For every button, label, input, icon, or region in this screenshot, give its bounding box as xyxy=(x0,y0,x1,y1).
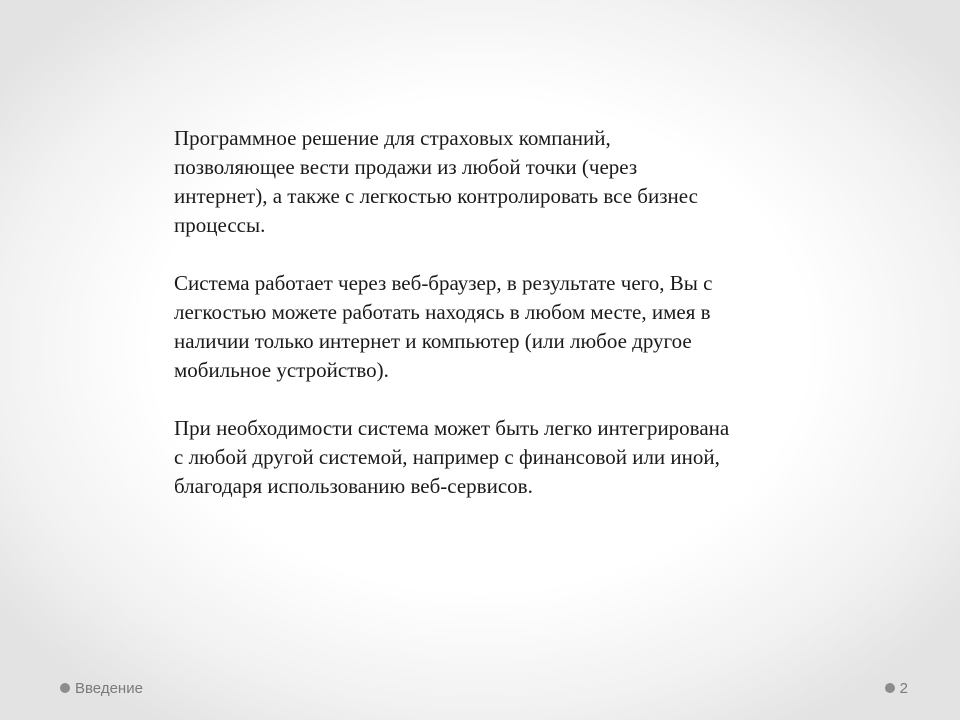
page-number: 2 xyxy=(899,679,908,697)
bullet-dot-icon xyxy=(885,683,895,693)
footer-page xyxy=(885,677,908,699)
footer-section-label: Введение xyxy=(75,679,143,697)
slide-body-text xyxy=(174,124,914,530)
paragraph-browser: Система работает через веб-браузер, в результате чего, Вы с легкостью можете работать находясь в любом месте, имея в наличии только интернет и компьютер (или любое другое мобильное устройство). xyxy=(174,271,713,382)
footer-section xyxy=(60,677,143,699)
paragraph-intro: Программное решение для страховых компаний, позволяющее вести продажи из любой точки (через интернет), а также с легкостью контролировать все бизнес процессы. xyxy=(174,126,698,237)
paragraph-integration: При необходимости система может быть легко интегрирована с любой другой системой, например с финансовой или иной, благодаря использованию веб-сервисов. xyxy=(174,416,730,498)
bullet-dot-icon xyxy=(60,683,70,693)
